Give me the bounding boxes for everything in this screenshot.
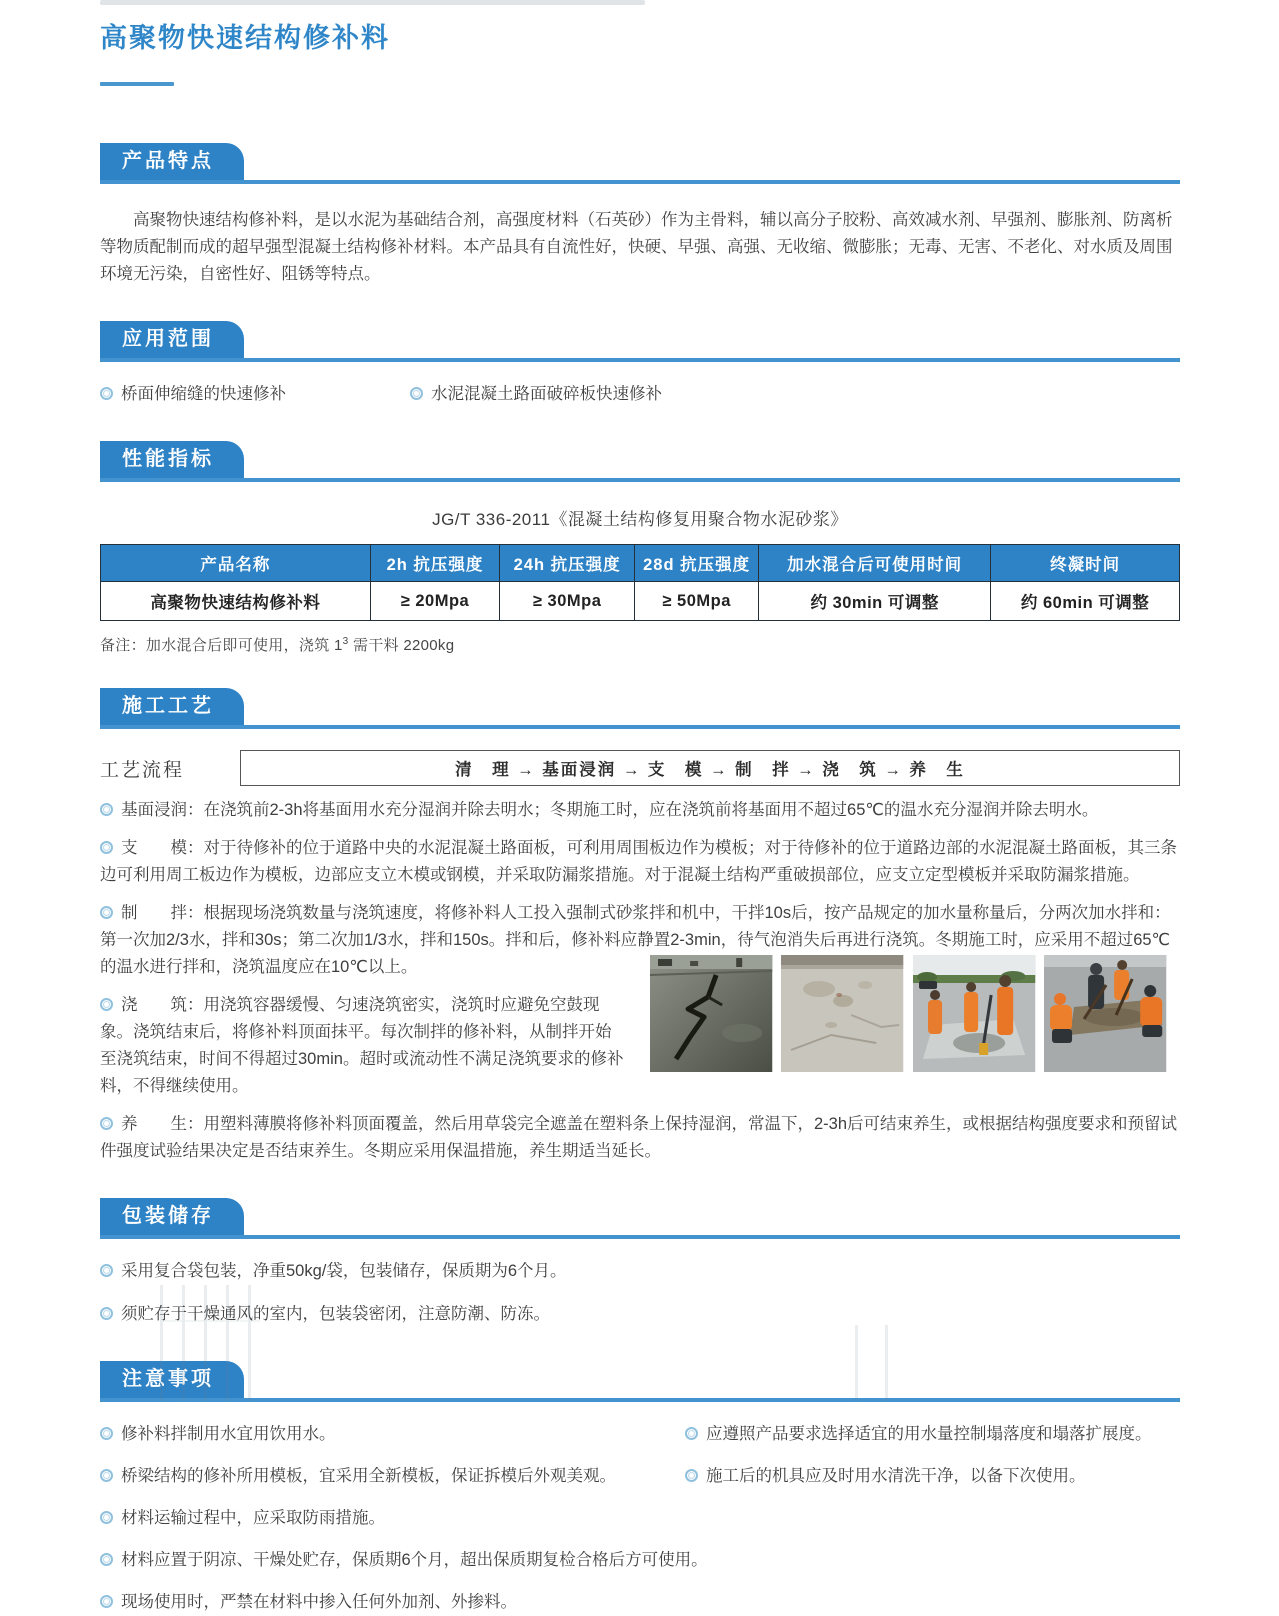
cell-product-name: 高聚物快速结构修补料 <box>101 582 371 621</box>
construction-photos <box>650 955 1166 1072</box>
performance-table <box>100 544 1180 621</box>
remark-superscript: 3 <box>342 636 349 647</box>
note-item <box>100 1421 685 1448</box>
step-text: 用浇筑容器缓慢、匀速浇筑密实，浇筑时应避免空鼓现象。浇筑结束后，将修补料顶面抹平。每次制拌的修补料，从制拌开始至浇筑结束，时间不得超过30min。超时或流动性不满足浇筑要求的修补料，不得继续使用。 <box>100 996 624 1095</box>
step-text: 根据现场浇筑数量与浇筑速度，将修补料人工投入强制式砂浆拌和机中，干拌10s后，按产品规定的加水量称量后，分两次加水拌和：第一次加2/3水，拌和30s；第二次加1/3水，拌和150s。拌和后，修补料应静置2-3min，待气泡消失后再进行浇筑。冬期施工时，应采用不超过65℃的温水进行拌和，浇筑温度应在10℃以上。 <box>100 904 1171 976</box>
col-header-product-name: 产品名称 <box>101 545 371 582</box>
table-row <box>101 582 1180 621</box>
page-title: 高聚物快速结构修补料 <box>100 23 390 53</box>
features-paragraph: 高聚物快速结构修补料，是以水泥为基础结合剂，高强度材料（石英砂）作为主骨料，辅以高分子胶粉、高效减水剂、早强剂、膨胀剂、防离析等物质配制而成的超早强型混凝土结构修补材料。本产品具有自流性好，快硬、早强、高强、无收缩、微膨胀；无毒、无害、不老化、对水质及周围环境无污染，自密性好、阻锈等特点。 <box>100 211 1173 283</box>
step-label: 养 生： <box>121 1115 204 1133</box>
ring-bullet-icon <box>685 1427 698 1440</box>
step-label: 支 模： <box>121 839 204 857</box>
table-header-row <box>101 545 1180 582</box>
ring-bullet-icon <box>100 1307 113 1320</box>
note-item <box>100 1589 1180 1616</box>
col-header-final-set-time: 终凝时间 <box>991 545 1180 582</box>
packaging-item-label: 须贮存于干燥通风的室内，包装袋密闭，注意防潮、防冻。 <box>121 1305 550 1323</box>
application-list <box>100 381 1180 408</box>
process-flow-box: 清 理 → 基面浸润 → 支 模 → 制 拌 → 浇 筑 → 养 生 <box>240 750 1180 786</box>
section-heading-performance <box>100 441 1180 482</box>
ring-bullet-icon <box>100 841 113 854</box>
step-text: 对于待修补的位于道路中央的水泥混凝土路面板，可利用周围板边作为模板；对于待修补的位于道路边部的水泥混凝土路面板，其三条边可利用周工板边作为模板，边部应支立木模或钢模，并采取防漏浆措施。对于混凝土结构严重破损部位，应支立定型模板并采取防漏浆措施。 <box>100 839 1177 884</box>
ring-bullet-icon <box>100 1595 113 1608</box>
col-header-usable-time: 加水混合后可使用时间 <box>759 545 991 582</box>
col-header-24h-strength: 24h 抗压强度 <box>500 545 635 582</box>
photo-cracked-pavement <box>650 955 772 1072</box>
section-heading-features <box>100 143 1180 184</box>
note-item <box>685 1421 1180 1448</box>
cell-28d-strength: ≥ 50Mpa <box>635 582 759 621</box>
note-item-label: 材料运输过程中，应采取防雨措施。 <box>121 1509 385 1527</box>
packaging-badge: 包装储存 <box>100 1198 244 1235</box>
col-header-2h-strength: 2h 抗压强度 <box>370 545 499 582</box>
ring-bullet-icon <box>100 1117 113 1130</box>
note-item-label: 桥梁结构的修补所用模板，宜采用全新模板，保证拆模后外观美观。 <box>121 1467 616 1485</box>
photo-workers-breaking-pavement <box>913 955 1035 1072</box>
title-underline-decoration <box>100 82 174 86</box>
construction-step-wetting <box>100 797 1180 824</box>
ring-bullet-icon <box>100 906 113 919</box>
application-item <box>100 381 410 408</box>
step-text: 用塑料薄膜将修补料顶面覆盖，然后用草袋完全遮盖在塑料条上保持湿润，常温下，2-3h后可结束养生，或根据结构强度要求和预留试件强度试验结果决定是否结束养生。冬期应采用保温措施，养生期适当延长。 <box>100 1115 1178 1160</box>
note-item-label: 施工后的机具应及时用水清洗干净，以备下次使用。 <box>706 1467 1086 1485</box>
application-item-label: 桥面伸缩缝的快速修补 <box>121 385 286 403</box>
note-item-label: 应遵照产品要求选择适宜的用水量控制塌落度和塌落扩展度。 <box>706 1425 1152 1443</box>
remark-text: 备注：加水混合后即可使用，浇筑 1 <box>100 637 343 654</box>
step-label: 浇 筑： <box>121 996 204 1014</box>
construction-step-curing <box>100 1111 1180 1165</box>
cell-usable-time: 约 30min 可调整 <box>759 582 991 621</box>
note-item-label: 修补料拌制用水宜用饮用水。 <box>121 1425 336 1443</box>
table-remark <box>100 634 1180 655</box>
ring-bullet-icon <box>100 1553 113 1566</box>
performance-badge: 性能指标 <box>100 441 244 478</box>
packaging-item <box>100 1258 1180 1285</box>
construction-badge: 施工工艺 <box>100 688 244 725</box>
ring-bullet-icon <box>685 1469 698 1482</box>
features-badge: 产品特点 <box>100 143 244 180</box>
application-item <box>410 381 662 408</box>
section-heading-notes <box>100 1361 1180 1402</box>
col-header-28d-strength: 28d 抗压强度 <box>635 545 759 582</box>
cell-24h-strength: ≥ 30Mpa <box>500 582 635 621</box>
notes-list <box>100 1421 1180 1616</box>
cell-2h-strength: ≥ 20Mpa <box>370 582 499 621</box>
ring-bullet-icon <box>100 1264 113 1277</box>
section-heading-packaging <box>100 1198 1180 1239</box>
cell-final-set-time: 约 60min 可调整 <box>991 582 1180 621</box>
step-label: 制 拌： <box>121 904 204 922</box>
step-label: 基面浸润： <box>121 801 204 819</box>
ring-bullet-icon <box>100 998 113 1011</box>
notes-badge: 注意事项 <box>100 1361 244 1398</box>
note-item <box>100 1505 1180 1532</box>
step-text: 在浇筑前2-3h将基面用水充分湿润并除去明水；冬期施工时，应在浇筑前将基面用不超过65℃的温水充分湿润并除去明水。 <box>203 801 1099 819</box>
note-item-label: 材料应置于阴凉、干燥处贮存，保质期6个月，超出保质期复检合格后方可使用。 <box>121 1551 708 1569</box>
note-item <box>100 1463 685 1490</box>
application-item-label: 水泥混凝土路面破碎板快速修补 <box>431 385 662 403</box>
note-item <box>685 1463 1180 1490</box>
process-flow-row <box>100 750 1180 786</box>
construction-step-formwork <box>100 835 1180 889</box>
standard-reference: JG/T 336-2011《混凝土结构修复用聚合物水泥砂浆》 <box>432 510 848 529</box>
ring-bullet-icon <box>100 1511 113 1524</box>
ring-bullet-icon <box>100 387 113 400</box>
ring-bullet-icon <box>410 387 423 400</box>
ring-bullet-icon <box>100 803 113 816</box>
section-heading-construction <box>100 688 1180 729</box>
packaging-item <box>100 1301 1180 1328</box>
ring-bullet-icon <box>100 1469 113 1482</box>
photo-damaged-concrete-surface <box>781 955 903 1072</box>
note-item <box>100 1547 1180 1574</box>
photo-workers-repairing-patch <box>1044 955 1166 1072</box>
packaging-item-label: 采用复合袋包装，净重50kg/袋，包装储存，保质期为6个月。 <box>121 1262 567 1280</box>
section-heading-application <box>100 321 1180 362</box>
note-item-label: 现场使用时，严禁在材料中掺入任何外加剂、外掺料。 <box>121 1593 517 1611</box>
remark-text-suffix: 需干料 2200kg <box>348 637 455 654</box>
application-badge: 应用范围 <box>100 321 244 358</box>
process-flow-label: 工艺流程 <box>100 759 185 781</box>
ring-bullet-icon <box>100 1427 113 1440</box>
